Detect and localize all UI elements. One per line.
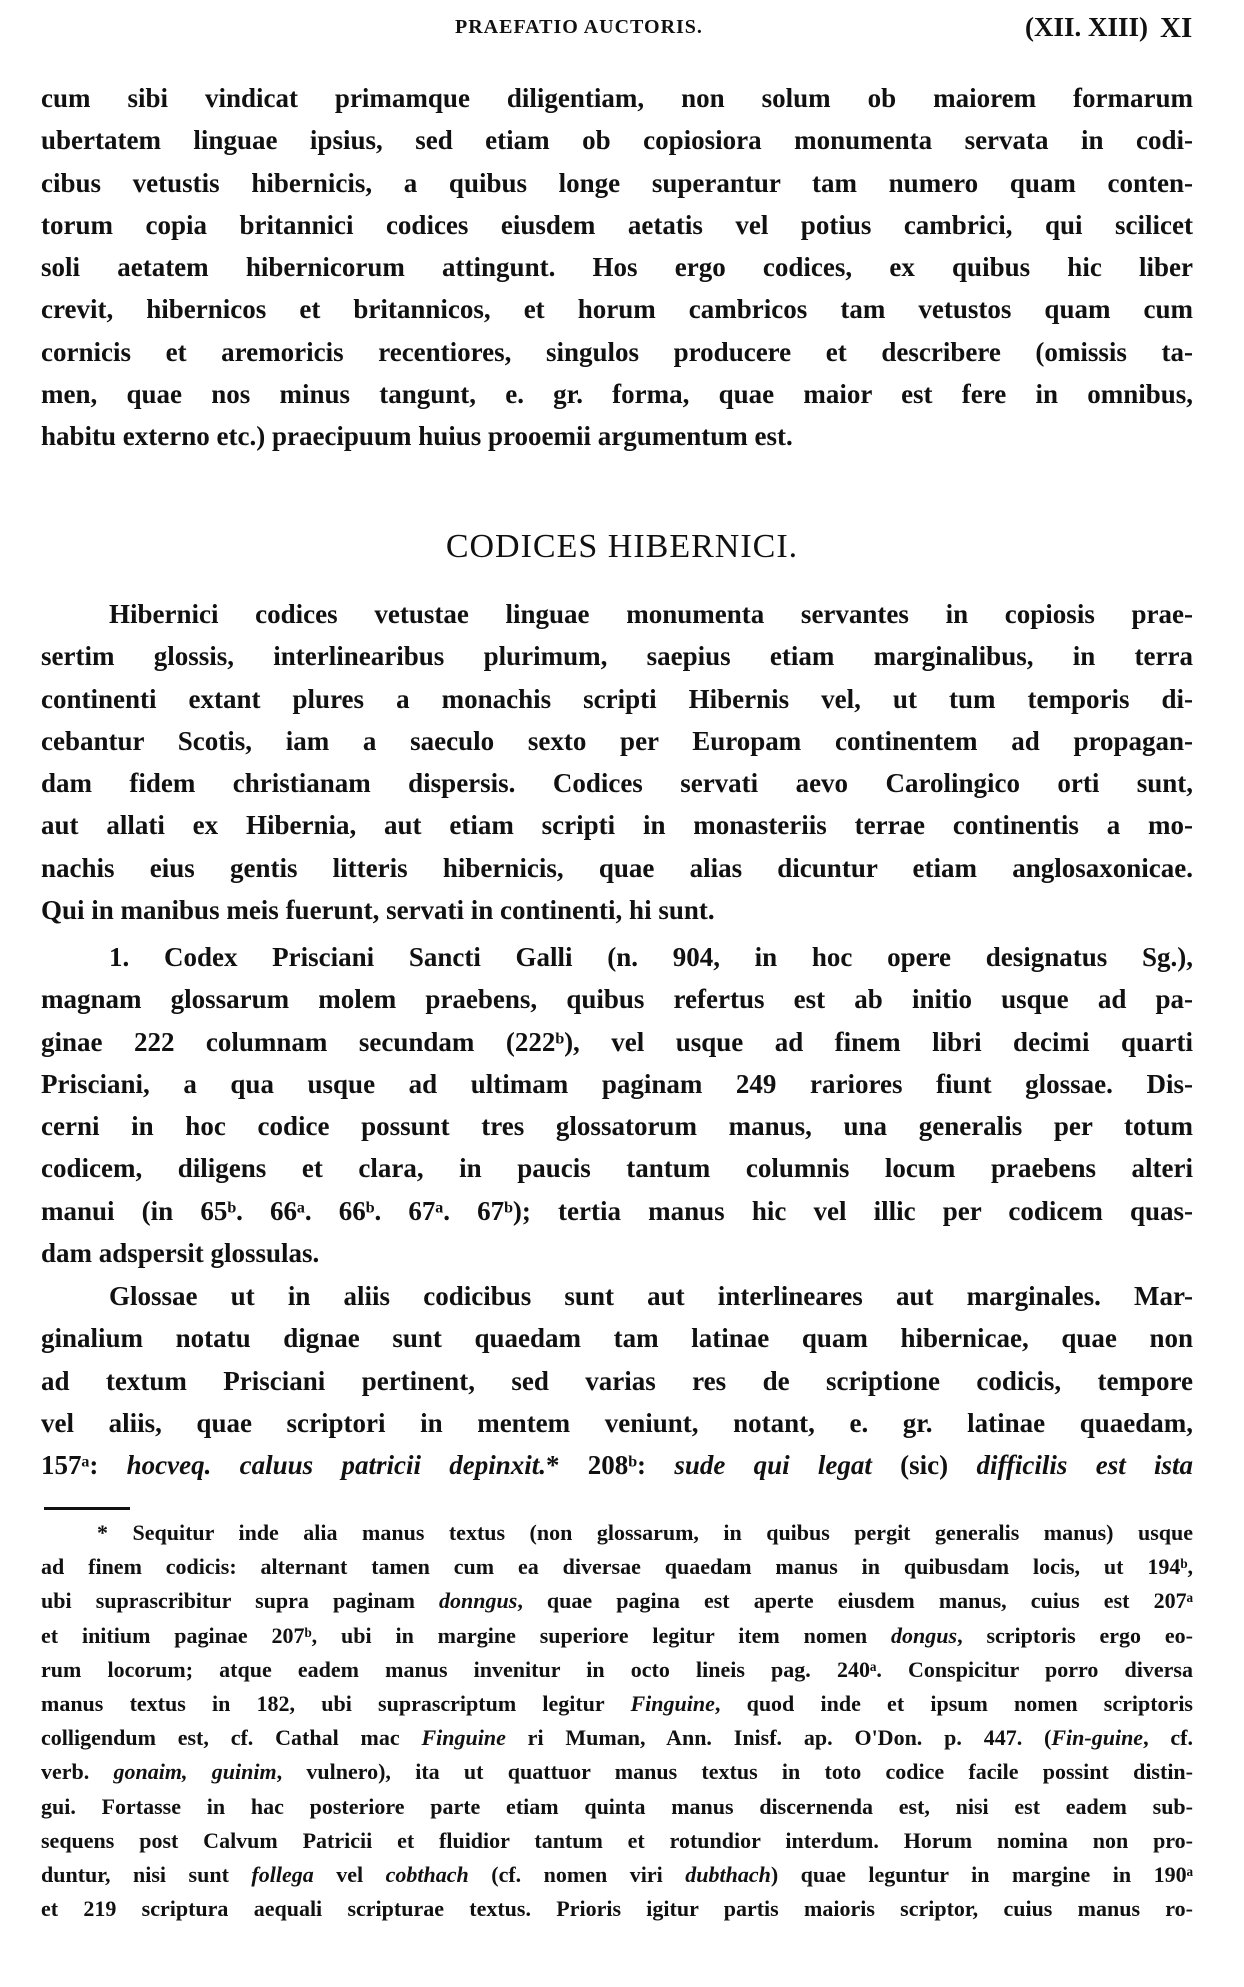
italic-text: difficilis est ista: [976, 1450, 1193, 1481]
text-segment: ri Muman, Ann. Inisf. ap. O'Don. p. 447. (: [505, 1725, 1052, 1751]
text-line: Hibernici codices vetustae linguae monumenta servantes in copiosis prae-: [109, 599, 1193, 629]
text-line: [41, 1755, 1193, 1789]
text-line: dam adspersit glossulas.: [41, 1238, 320, 1269]
text-segment: duntur, nisi sunt: [41, 1861, 252, 1887]
running-head: [0, 12, 1244, 52]
text-segment: ) quae leguntur in margine in 190ᵃ: [770, 1861, 1193, 1887]
text-line: nachis eius gentis litteris hibernicis, quae alias dicuntur etiam anglosaxonicae.: [41, 852, 1193, 883]
text-segment: verb.: [41, 1759, 114, 1785]
text-segment: (sic): [871, 1450, 977, 1481]
text-line: rum locorum; atque eadem manus invenitur in octo lineis pag. 240ᵃ. Conspicitur porro diversa: [41, 1656, 1193, 1682]
text-line: ad textum Prisciani pertinent, sed varias res de scriptione codicis, tempore: [41, 1365, 1193, 1396]
text-line: 1. Codex Prisciani Sancti Galli (n. 904, in hoc opere designatus Sg.),: [109, 942, 1193, 972]
footnote: [41, 1516, 1193, 1926]
text-segment: * 208ᵇ:: [546, 1450, 675, 1481]
italic-text: sude qui legat: [674, 1450, 872, 1481]
text-line: habitu externo etc.) praecipuum huius prooemii argumentum est.: [41, 421, 793, 452]
text-line: ad finem codicis: alternant tamen cum ea diversae quaedam manus in quibusdam locis, ut 194ᵇ,: [41, 1554, 1193, 1580]
text-segment: , quod inde et ipsum nomen scriptoris: [714, 1690, 1193, 1716]
text-line: [41, 1619, 1193, 1653]
text-line: codicem, diligens et clara, in paucis tantum columnis locum praebens alteri: [41, 1153, 1193, 1184]
text-segment: vel: [313, 1861, 386, 1887]
text-segment: , cf.: [1143, 1725, 1193, 1751]
running-head-sections: (XII. XIII): [1025, 12, 1149, 42]
text-line: vel aliis, quae scriptori in mentem veniunt, notant, e. gr. latinae quaedam,: [41, 1407, 1193, 1438]
text-line: gui. Fortasse in hac posteriore parte etiam quinta manus discernenda est, nisi est eadem sub-: [41, 1793, 1193, 1819]
text-segment: colligendum est, cf. Cathal mac: [41, 1725, 422, 1751]
text-line: magnam glossarum molem praebens, quibus refertus est ab initio usque ad pa-: [41, 984, 1193, 1015]
text-line: cebantur Scotis, iam a saeculo sexto per Europam continentem ad propagan-: [41, 725, 1193, 756]
italic-text: Finguine: [630, 1690, 715, 1716]
text-line: manui (in 65ᵇ. 66ᵃ. 66ᵇ. 67ᵃ. 67ᵇ); tertia manus hic vel illic per codicem quas-: [41, 1195, 1193, 1226]
italic-text: Fin-guine: [1051, 1725, 1144, 1751]
italic-text: dubthach: [685, 1861, 771, 1887]
text-line: Qui in manibus meis fuerunt, servati in continenti, hi sunt.: [41, 895, 715, 926]
text-line: continenti extant plures a monachis scripti Hibernis vel, ut tum temporis di-: [41, 683, 1193, 714]
text-line: ginalium notatu dignae sunt quaedam tam latinae quam hibernicae, quae non: [41, 1323, 1193, 1354]
italic-text: donngus: [439, 1588, 518, 1614]
text-segment: et initium paginae 207ᵇ, ubi in margine superiore legitur item nomen: [41, 1622, 892, 1648]
text-line: men, quae nos minus tangunt, e. gr. forma, quae maior est fere in omnibus,: [41, 379, 1193, 410]
text-line: sertim glossis, interlinearibus plurimum, saepius etiam marginalibus, in terra: [41, 641, 1193, 672]
text-line: et 219 scriptura aequali scripturae textus. Prioris igitur partis maioris scriptor, cuius manus ro-: [41, 1896, 1193, 1922]
paragraph-codices: [41, 593, 1193, 931]
text-line: cornicis et aremoricis recentiores, singulos producere et describere (omissis ta-: [41, 336, 1193, 367]
text-segment: , quae pagina est aperte eiusdem manus, cuius est 207ᵃ: [517, 1588, 1193, 1614]
text-segment: 157ᵃ:: [41, 1450, 127, 1481]
italic-text: cobthach: [385, 1861, 469, 1887]
text-line: soli aetatem hibernicorum attingunt. Hos ergo codices, ex quibus hic liber: [41, 252, 1193, 283]
text-line: [41, 1444, 1193, 1486]
text-segment: , vulnero), ita ut quattuor manus textus in toto codice facile possint distin-: [276, 1759, 1193, 1785]
text-segment: manus textus in 182, ubi suprascriptum legitur: [41, 1690, 631, 1716]
text-line: [41, 1858, 1193, 1892]
text-line: ubertatem linguae ipsius, sed etiam ob copiosiora monumenta servata in codi-: [41, 125, 1193, 156]
paragraph-intro: [41, 77, 1193, 458]
text-line: dam fidem christianam dispersis. Codices servati aevo Carolingico orti sunt,: [41, 768, 1193, 799]
footnote-rule: [44, 1507, 130, 1510]
text-line: ginae 222 columnam secundam (222ᵇ), vel usque ad finem libri decimi quarti: [41, 1026, 1193, 1057]
text-line: Prisciani, a qua usque ad ultimam paginam 249 rariores fiunt glossae. Dis-: [41, 1068, 1193, 1099]
page-number: XI: [1160, 12, 1193, 44]
section-heading: CODICES HIBERNICI.: [445, 528, 799, 565]
text-line: [41, 1687, 1193, 1721]
text-segment: , scriptoris ergo eo-: [957, 1622, 1193, 1648]
text-line: [41, 1584, 1193, 1618]
text-segment: ubi suprascribitur supra paginam: [41, 1588, 440, 1614]
italic-text: hocveq. caluus patricii depinxit.: [126, 1450, 546, 1481]
paragraph-glossae: [41, 1275, 1193, 1486]
text-line: cum sibi vindicat primamque diligentiam, non solum ob maiorem formarum: [41, 83, 1193, 113]
text-line: cerni in hoc codice possunt tres glossatorum manus, una generalis per totum: [41, 1111, 1193, 1142]
italic-text: dongus: [891, 1622, 958, 1648]
text-line: cibus vetustis hibernicis, a quibus longe superantur tam numero quam conten-: [41, 167, 1193, 198]
text-line: [41, 1721, 1193, 1755]
text-line: sequens post Calvum Patricii et fluidior tantum et rotundior interdum. Horum nomina non pro-: [41, 1827, 1193, 1853]
paragraph-codex-sg: [41, 936, 1193, 1274]
text-line: Glossae ut in aliis codicibus sunt aut interlineares aut marginales. Mar-: [109, 1281, 1193, 1311]
text-line: * Sequitur inde alia manus textus (non glossarum, in quibus pergit generalis manus) usque: [97, 1520, 1193, 1545]
text-segment: (cf. nomen viri: [468, 1861, 686, 1887]
running-head-title: PRAEFATIO AUCTORIS.: [455, 16, 703, 38]
italic-text: Finguine: [421, 1725, 506, 1751]
text-line: crevit, hibernicos et britannicos, et horum cambricos tam vetustos quam cum: [41, 294, 1193, 325]
text-line: aut allati ex Hibernia, aut etiam scripti in monasteriis terrae continentis a mo-: [41, 810, 1193, 841]
italic-text: follega: [251, 1861, 314, 1887]
text-line: torum copia britannici codices eiusdem aetatis vel potius cambrici, qui scilicet: [41, 209, 1193, 240]
italic-text: gonaim, guinim: [113, 1759, 277, 1785]
